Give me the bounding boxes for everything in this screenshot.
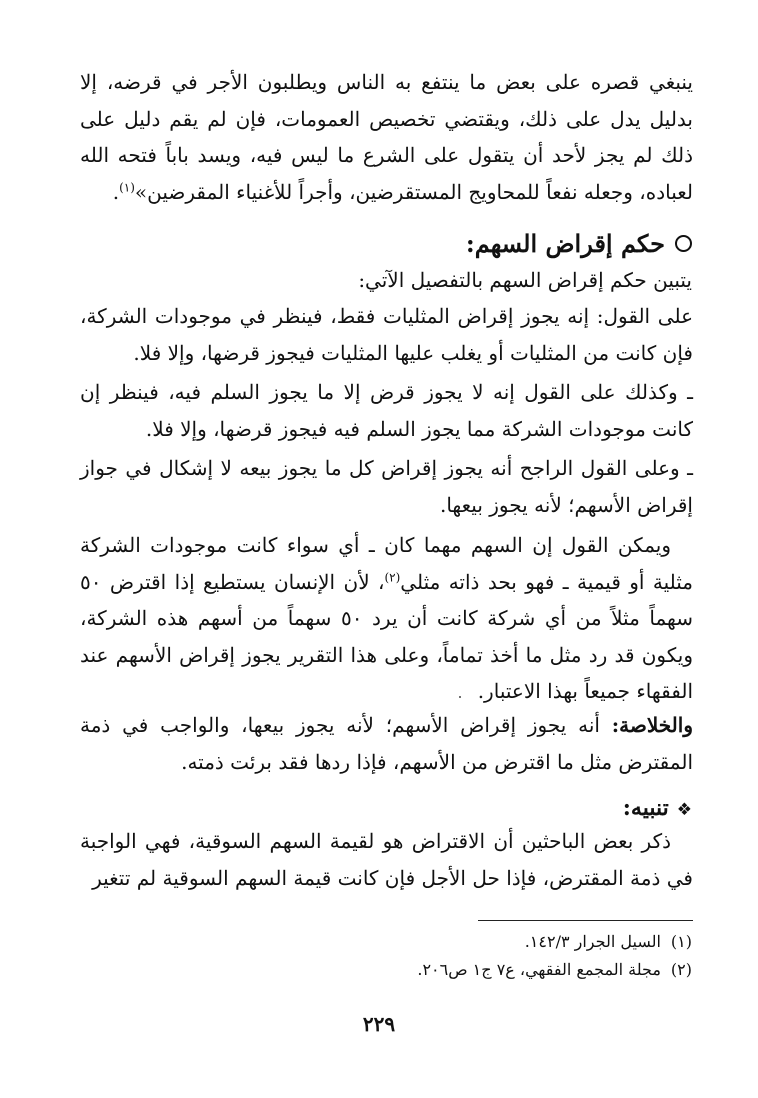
circle-bullet-icon (675, 235, 692, 252)
footnote-number: (١) (670, 932, 692, 951)
paragraph-summary (80, 707, 693, 780)
notice-heading (623, 793, 692, 825)
paragraph-first-opinion: على القول: إنه يجوز إقراض المثليات فقط، فينظر في موجودات الشركة، فإن كانت من المثليات أو يغلب عليها المثليات فيجوز قرضها، وإلا فلا. (80, 304, 693, 365)
footnote-text: السيل الجرار ١٤٢/٣. (524, 932, 661, 951)
ornament-icon: ❖ (676, 800, 692, 820)
footnote-2 (417, 957, 692, 983)
footnote-separator (478, 920, 693, 921)
section-heading-text: حكم إقراض السهم: (465, 229, 665, 258)
page-number: ٢٢٩ (362, 1012, 396, 1036)
paragraph-quote-end (80, 64, 693, 210)
footnote-1 (525, 929, 692, 955)
footnote-reference: (١) (119, 179, 135, 194)
paragraph-notice-body (80, 823, 693, 896)
footnote-reference: (٢) (384, 569, 401, 584)
print-speck (459, 696, 461, 698)
paragraph-text-a: ويمكن القول إن السهم مهما كان ـ أي سواء كانت موجودات الشركة مثلية أو قيمية ـ فهو بحد ذاته مثلي (80, 533, 694, 594)
notice-heading-text: تنبيه: (622, 795, 669, 821)
summary-text: أنه يجوز إقراض الأسهم؛ لأنه يجوز بيعها، والواجب في ذمة المقترض مثل ما اقترض من الأسهم، فإذا ردها فقد برئت ذمته. (80, 713, 693, 774)
section-heading (466, 228, 692, 260)
paragraph-text-b: ، لأن الإنسان يستطيع إذا اقترض ٥٠ سهماً مثلاً من أي شركة كانت أن يرد ٥٠ سهماً من أسهم هذه الشركة، ويكون قد رد مثل ما أخذ تماماً، وعلى هذا التقرير يجوز إقراض الأسهم عند الفقهاء جميعاً بهذا الاعتبار. (80, 569, 694, 703)
section-intro: يتبين حكم إقراض السهم بالتفصيل الآتي: (358, 268, 692, 292)
footnote-text: مجلة المجمع الفقهي، ع٧ ج١ ص٢٠٦. (417, 960, 661, 979)
paragraph-text: ذكر بعض الباحثين أن الاقتراض هو لقيمة السهم السوقية، فهي الواجبة في ذمة المقترض، فإذا حل الأجل فإن كانت قيمة السهم السوقية لم تتغير (80, 829, 693, 890)
paragraph-text: ينبغي قصره على بعض ما ينتفع به الناس ويطلبون الأجر في قرضه، إلا بدليل يدل على ذلك، ويقتضي تخصيص العمومات، فإن لم يقم دليل على ذلك لم يجز لأحد أن يتقول على الشرع ما ليس فيه، ويسد باباً فتحه الله لعباده، وجعله نفعاً للمحاويج المستقرضين، وأجراً للأغنياء المقرضين» (80, 70, 693, 204)
paragraph-preferred-opinion: ـ وعلى القول الراجح أنه يجوز إقراض كل ما يجوز بيعه لا إشكال في جواز إقراض الأسهم؛ لأنه يجوز بيعها. (80, 456, 693, 517)
paragraph-period: . (112, 179, 120, 204)
paragraph-share-fungible (80, 527, 693, 710)
paragraph-second-opinion: ـ وكذلك على القول إنه لا يجوز قرض إلا ما يجوز السلم فيه، فينظر إن كانت موجودات الشركة مما يجوز السلم فيه فيجوز قرضها، وإلا فلا. (80, 380, 693, 441)
footnote-number: (٢) (670, 960, 692, 979)
summary-label: والخلاصة: (611, 713, 693, 737)
